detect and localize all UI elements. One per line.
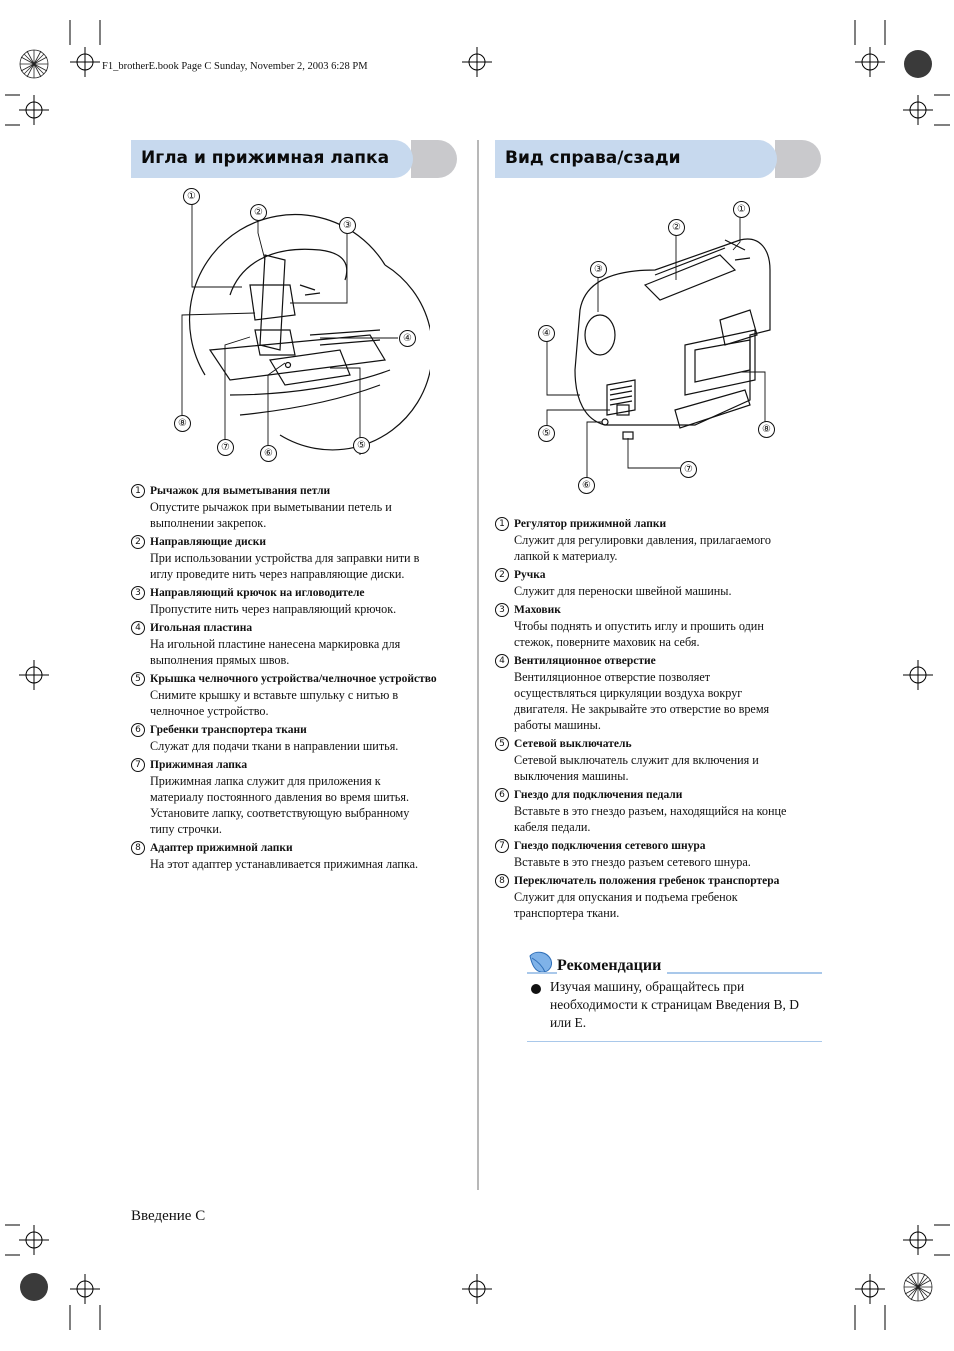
color-target-mark-icon (20, 1273, 48, 1301)
item-number: 8 (131, 841, 145, 855)
callout-2: ② (250, 204, 267, 221)
item-description: Служит для опускания и подъема гребенок транспортера ткани. (514, 890, 738, 920)
item-description: Служат для подачи ткани в направлении шитья. (150, 739, 399, 753)
print-header: F1_brotherE.book Page C Sunday, November 2, 2003 6:28 PM (102, 61, 368, 72)
crosshair-mark-icon (19, 660, 49, 690)
list-item (495, 736, 830, 784)
crosshair-mark-icon (903, 95, 933, 125)
item-title: Игольная пластина (150, 622, 253, 634)
item-number: 3 (131, 586, 145, 600)
starburst-mark-icon (20, 50, 48, 78)
machine-right-rear-illustration (535, 200, 785, 490)
item-title: Сетевой выключатель (514, 738, 632, 750)
list-item (495, 838, 830, 870)
item-number: 1 (131, 484, 145, 498)
right-section-header (495, 140, 825, 178)
item-description: На игольной пластине нанесена маркировка для выполнения прямых швов. (150, 637, 401, 667)
item-title: Переключатель положения гребенок транспортера (514, 875, 780, 887)
item-title: Направляющие диски (150, 536, 266, 548)
callout-6: ⑥ (578, 477, 595, 494)
item-description: Вставьте в это гнездо разъем, находящийся на конце кабеля педали. (514, 804, 787, 834)
list-item (131, 757, 466, 837)
list-item (131, 671, 466, 719)
list-item (131, 840, 466, 872)
tips-bottom-line (527, 1041, 822, 1042)
item-description: Пропустите нить через направляющий крючок. (150, 602, 397, 616)
item-number: 3 (495, 603, 509, 617)
tips-text: Изучая машину, обращайтесь при необходимости к страницам Введения B, D или E. (550, 979, 799, 1030)
callout-3: ③ (590, 261, 607, 278)
column-divider (477, 140, 479, 1190)
list-item (131, 534, 466, 582)
item-number: 8 (495, 874, 509, 888)
crosshair-mark-icon (855, 1274, 885, 1304)
callout-2: ② (668, 219, 685, 236)
needle-presser-foot-illustration (170, 185, 430, 470)
item-number: 6 (495, 788, 509, 802)
list-item (131, 585, 466, 617)
callout-4: ④ (538, 325, 555, 342)
list-item (495, 516, 830, 564)
crosshair-mark-icon (19, 95, 49, 125)
item-description: Чтобы поднять и опустить иглу и прошить один стежок, поверните маховик на себя. (514, 619, 764, 649)
item-title: Прижимная лапка (150, 759, 248, 771)
page-footer: Введение C (131, 1208, 206, 1224)
crosshair-mark-icon (903, 660, 933, 690)
item-number: 2 (131, 535, 145, 549)
item-title: Направляющий крючок на игловодителе (150, 587, 365, 599)
list-item (131, 483, 466, 531)
list-item (495, 787, 830, 835)
list-item (495, 653, 830, 733)
item-number: 2 (495, 568, 509, 582)
crosshair-mark-icon (903, 1225, 933, 1255)
crosshair-mark-icon (462, 47, 492, 77)
right-section-title: Вид справа/сзади (505, 148, 681, 168)
item-title: Регулятор прижимной лапки (514, 518, 667, 530)
callout-4: ④ (399, 330, 416, 347)
list-item (131, 620, 466, 668)
item-number: 4 (495, 654, 509, 668)
crosshair-mark-icon (70, 1274, 100, 1304)
item-description: Опустите рычажок при выметывании петель и выполнении закрепок. (150, 500, 392, 530)
item-title: Гребенки транспортера ткани (150, 724, 307, 736)
starburst-mark-icon (904, 1273, 932, 1301)
item-description: Прижимная лапка служит для приложения к материалу постоянного давления во время шитья. Установите лапку, соответствующую выбранному типу строчки. (150, 774, 410, 836)
left-section-title: Игла и прижимная лапка (141, 148, 390, 168)
item-number: 5 (131, 672, 145, 686)
crosshair-mark-icon (70, 47, 100, 77)
tips-title: Рекомендации (557, 957, 667, 975)
item-number: 7 (495, 839, 509, 853)
list-item (495, 602, 830, 650)
item-description: Служит для регулировки давления, прилагаемого лапкой к материалу. (514, 533, 771, 563)
callout-5: ⑤ (538, 425, 555, 442)
item-description: Снимите крышку и вставьте шпульку с нитью в челночное устройство. (150, 688, 399, 718)
list-item (495, 567, 830, 599)
item-description: Вентиляционное отверстие позволяет осуществляться циркуляции воздуха вокруг двигателя. Не закрывайте это отверстие во время работы машины. (514, 670, 770, 732)
right-item-list (495, 516, 830, 924)
callout-8: ⑧ (174, 415, 191, 432)
callout-7: ⑦ (217, 439, 234, 456)
callout-3: ③ (339, 217, 356, 234)
left-item-list (131, 483, 466, 875)
callout-1: ① (733, 201, 750, 218)
item-description: Вставьте в это гнездо разъем сетевого шнура. (514, 855, 751, 869)
crosshair-mark-icon (855, 47, 885, 77)
item-title: Гнездо для подключения педали (514, 789, 683, 801)
item-description: При использовании устройства для заправки нити в иглу проведите нить через направляющие диски. (150, 551, 420, 581)
item-title: Адаптер прижимной лапки (150, 842, 293, 854)
item-description: Служит для переноски швейной машины. (514, 584, 732, 598)
crosshair-mark-icon (19, 1225, 49, 1255)
item-number: 1 (495, 517, 509, 531)
callout-6: ⑥ (260, 445, 277, 462)
item-number: 5 (495, 737, 509, 751)
item-number: 7 (131, 758, 145, 772)
item-title: Маховик (514, 604, 561, 616)
crosshair-mark-icon (462, 1274, 492, 1304)
bullet-icon (531, 984, 541, 994)
callout-8: ⑧ (758, 421, 775, 438)
item-description: На этот адаптер устанавливается прижимная лапка. (150, 857, 419, 871)
item-number: 6 (131, 723, 145, 737)
color-target-mark-icon (904, 50, 932, 78)
item-description: Сетевой выключатель служит для включения и выключения машины. (514, 753, 759, 783)
item-title: Гнездо подключения сетевого шнура (514, 840, 706, 852)
callout-7: ⑦ (680, 461, 697, 478)
item-title: Крышка челночного устройства/челночное устройство (150, 673, 437, 685)
callout-5: ⑤ (353, 437, 370, 454)
item-title: Ручка (514, 569, 546, 581)
left-section-header (131, 140, 461, 178)
item-title: Вентиляционное отверстие (514, 655, 656, 667)
list-item (131, 722, 466, 754)
item-number: 4 (131, 621, 145, 635)
callout-1: ① (183, 188, 200, 205)
item-title: Рычажок для выметывания петли (150, 485, 331, 497)
list-item (495, 873, 830, 921)
